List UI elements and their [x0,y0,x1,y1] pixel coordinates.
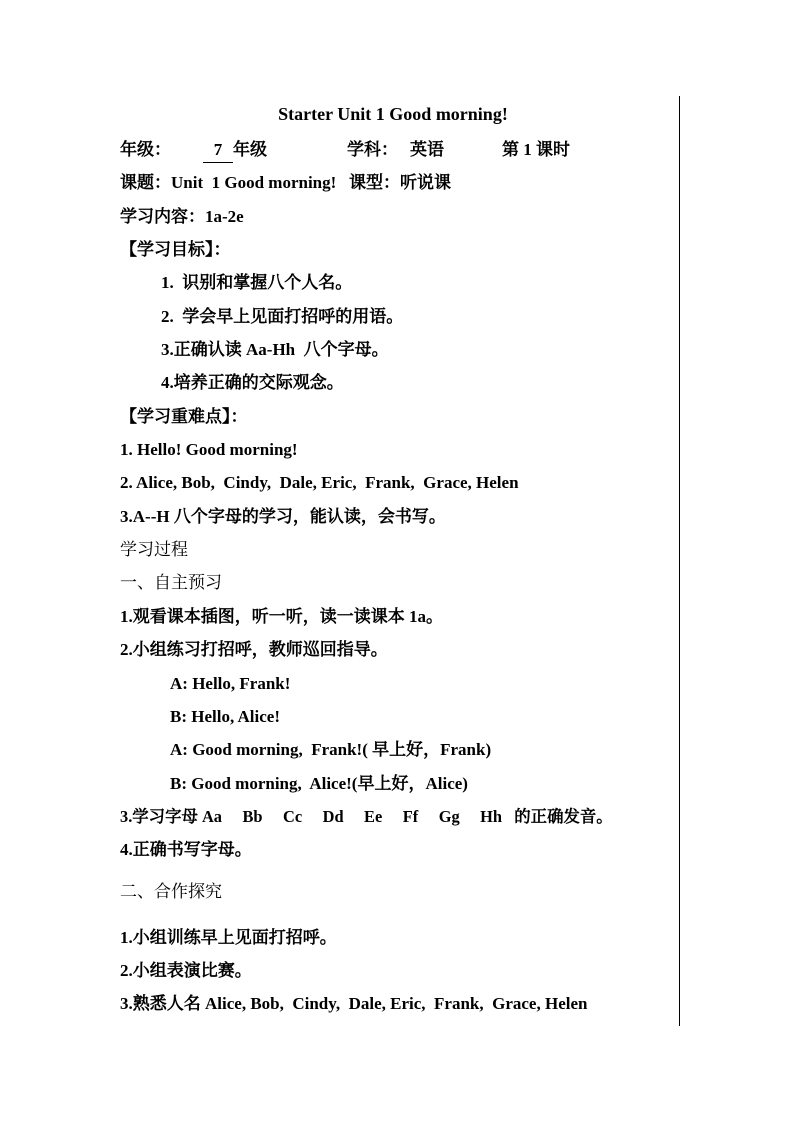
page-title: Starter Unit 1 Good morning! [278,104,508,124]
key-point-item: 3.A--H 八个字母的学习，能认读，会书写。 [120,507,446,526]
dialog-line: A: Good morning, Frank!( 早上好，Frank) [170,740,492,759]
key-points-heading: 【学习重难点】： [120,407,248,426]
objective-item: 4.培养正确的交际观念。 [161,373,344,392]
section1-item: 3.学习字母 Aa Bb Cc Dd Ee Ff Gg Hh 的正确发音。 [120,807,613,826]
header-info [120,138,570,163]
objective-item: 2. 学会早上见面打招呼的用语。 [161,307,404,326]
objective-item: 3.正确认读 Aa-Hh 八个字母。 [161,340,389,359]
objective-item: 1. 识别和掌握八个人名。 [161,273,353,292]
section1-item: 2.小组练习打招呼，教师巡回指导。 [120,640,388,659]
section2-item: 2.小组表演比赛。 [120,961,252,980]
section2-item: 3.熟悉人名 Alice, Bob, Cindy, Dale, Eric, Frank, Grace, Helen [120,994,588,1013]
page-border-line [679,96,680,1026]
lesson-number: 第 1 课时 [502,140,570,159]
section1-item: 1.观看课本插图，听一听，读一读课本 1a。 [120,607,443,626]
grade-value: 7 [203,138,233,163]
section2-item: 1.小组训练早上见面打招呼。 [120,928,337,947]
dialog-line: B: Hello, Alice! [170,707,281,726]
content-line: 学习内容：1a-2e [120,207,244,226]
grade-label: 年级： [120,140,171,159]
key-point-item: 2. Alice, Bob, Cindy, Dale, Eric, Frank, Grace, Helen [120,473,519,492]
section2-heading: 二、合作探究 [120,882,222,901]
dialog-line: B: Good morning, Alice!(早上好，Alice) [170,774,468,793]
grade-suffix: 年级 [233,140,267,159]
subject-value: 英语 [410,140,444,159]
process-heading: 学习过程 [120,540,188,559]
section1-heading: 一、自主预习 [120,573,222,592]
subject-label: 学科： [347,140,398,159]
topic-line: 课题：Unit 1 Good morning! 课型：听说课 [120,173,452,192]
key-point-item: 1. Hello! Good morning! [120,440,298,459]
section1-item: 4.正确书写字母。 [120,840,252,859]
dialog-line: A: Hello, Frank! [170,674,291,693]
objectives-heading: 【学习目标】： [120,240,231,259]
